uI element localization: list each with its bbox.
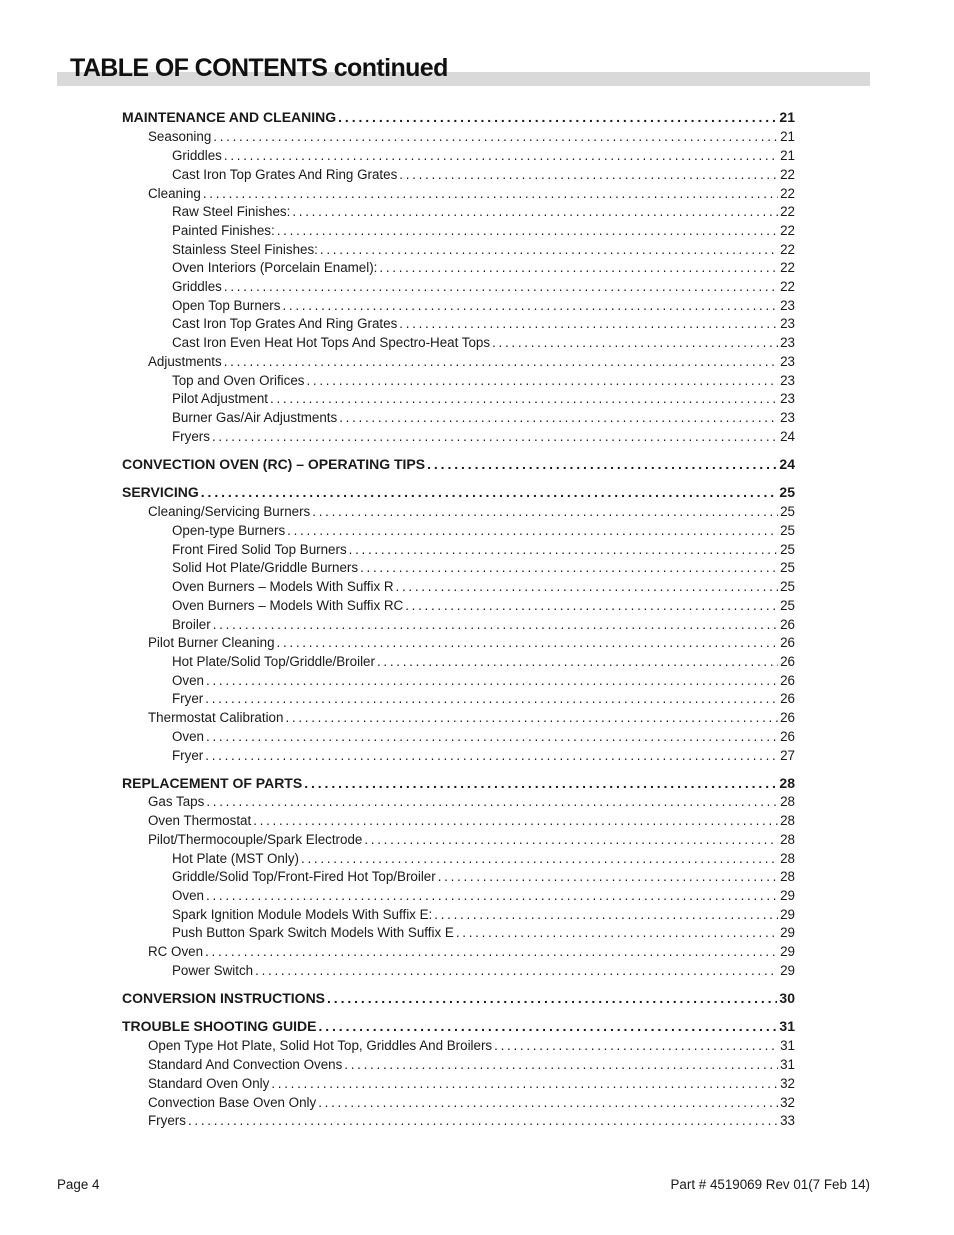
toc-entry-page: 25: [780, 579, 795, 594]
toc-entry-page: 27: [780, 748, 795, 763]
toc-entry[interactable]: [172, 540, 795, 559]
toc-entry-page: 21: [780, 148, 795, 163]
toc-leader-dots: [492, 333, 778, 352]
toc-entry-page: 25: [780, 598, 795, 613]
toc-entry-page: 26: [780, 729, 795, 744]
toc-entry[interactable]: [172, 849, 795, 868]
toc-entry-page: 23: [780, 354, 795, 369]
toc-entry[interactable]: [148, 811, 795, 830]
toc-leader-dots: [277, 633, 779, 652]
toc-entry-page: 31: [780, 1057, 795, 1072]
toc-entry-label: Cast Iron Top Grates And Ring Grates: [172, 167, 398, 182]
toc-leader-dots: [494, 1036, 778, 1055]
toc-entry-page: 26: [780, 691, 795, 706]
toc-entry[interactable]: [172, 558, 795, 577]
toc-entry-label: Hot Plate (MST Only): [172, 851, 299, 866]
toc-entry-label: Spark Ignition Module Models With Suffix E:: [172, 907, 433, 922]
toc-entry-page: 23: [780, 335, 795, 350]
toc-leader-dots: [405, 596, 778, 615]
toc-entry-page: 32: [780, 1076, 795, 1091]
toc-entry-label: Cast Iron Even Heat Hot Tops And Spectro-Heat Tops: [172, 335, 491, 350]
toc-entry-label: Fryer: [172, 748, 204, 763]
toc-leader-dots: [277, 221, 778, 240]
toc-entry-page: 21: [779, 109, 795, 125]
toc-entry[interactable]: [122, 989, 795, 1008]
toc-leader-dots: [327, 989, 777, 1008]
toc-entry-page: 26: [780, 654, 795, 669]
toc-entry[interactable]: [148, 502, 795, 521]
toc-entry[interactable]: [172, 371, 795, 390]
toc-leader-dots: [206, 671, 778, 690]
toc-entry-label: Power Switch: [172, 963, 254, 978]
toc-leader-dots: [377, 652, 778, 671]
toc-entry-page: 26: [780, 673, 795, 688]
toc-entry[interactable]: [172, 277, 795, 296]
toc-entry[interactable]: [172, 314, 795, 333]
toc-entry-label: Front Fired Solid Top Burners: [172, 542, 347, 557]
toc-entry-page: 25: [779, 484, 795, 500]
toc-entry-label: Seasoning: [148, 129, 212, 144]
toc-leader-dots: [306, 371, 778, 390]
toc-entry-label: REPLACEMENT OF PARTS: [122, 775, 303, 791]
toc-entry[interactable]: [122, 108, 795, 127]
toc-entry-page: 25: [780, 504, 795, 519]
toc-entry[interactable]: [172, 427, 795, 446]
toc-leader-dots: [205, 689, 778, 708]
toc-entry-label: Griddles: [172, 148, 222, 163]
toc-leader-dots: [396, 577, 779, 596]
toc-entry-page: 22: [780, 260, 795, 275]
toc-entry[interactable]: [172, 615, 795, 634]
toc-entry-label: Thermostat Calibration: [148, 710, 284, 725]
toc-entry-label: Griddle/Solid Top/Front-Fired Hot Top/Broiler: [172, 869, 436, 884]
toc-entry-page: 26: [780, 635, 795, 650]
toc-entry-page: 22: [780, 186, 795, 201]
toc-entry-label: Push Button Spark Switch Models With Suffix E: [172, 925, 454, 940]
toc-entry[interactable]: [172, 905, 795, 924]
toc-entry-page: 26: [780, 710, 795, 725]
toc-entry-page: 23: [780, 298, 795, 313]
toc-entry-label: Open Top Burners: [172, 298, 281, 313]
toc-entry[interactable]: [172, 146, 795, 165]
toc-entry-label: Adjustments: [148, 354, 222, 369]
toc-entry-label: Oven: [172, 673, 205, 688]
toc-entry-page: 28: [779, 775, 795, 791]
toc-leader-dots: [349, 540, 778, 559]
toc-entry-label: Convection Base Oven Only: [148, 1095, 317, 1110]
toc-leader-dots: [253, 811, 778, 830]
toc-entry-page: 32: [780, 1095, 795, 1110]
toc-entry-label: Standard Oven Only: [148, 1076, 270, 1091]
toc-entry-label: Oven Interiors (Porcelain Enamel):: [172, 260, 378, 275]
toc-entry[interactable]: [172, 689, 795, 708]
toc-entry-page: 33: [780, 1113, 795, 1128]
toc-entry-label: Painted Finishes:: [172, 223, 275, 238]
toc-leader-dots: [255, 961, 778, 980]
toc-entry-label: Open Type Hot Plate, Solid Hot Top, Griddles And Broilers: [148, 1038, 493, 1053]
toc-leader-dots: [205, 942, 778, 961]
toc-entry-label: MAINTENANCE AND CLEANING: [122, 109, 337, 125]
toc-leader-dots: [320, 240, 778, 259]
toc-entry-label: Hot Plate/Solid Top/Griddle/Broiler: [172, 654, 375, 669]
toc-entry-label: Cleaning: [148, 186, 201, 201]
toc-entry-label: Cast Iron Top Grates And Ring Grates: [172, 316, 398, 331]
toc-entry[interactable]: [172, 202, 795, 221]
toc-entry-page: 31: [779, 1018, 795, 1034]
toc-entry-label: Oven Thermostat: [148, 813, 252, 828]
toc-entry[interactable]: [172, 240, 795, 259]
toc-entry[interactable]: [172, 727, 795, 746]
toc-entry[interactable]: [148, 942, 795, 961]
toc-entry[interactable]: [148, 184, 795, 203]
toc-entry-page: 22: [780, 279, 795, 294]
toc-entry-label: Raw Steel Finishes:: [172, 204, 291, 219]
toc-leader-dots: [203, 184, 778, 203]
toc-entry[interactable]: [172, 596, 795, 615]
toc-leader-dots: [304, 774, 777, 793]
toc-entry[interactable]: [172, 389, 795, 408]
toc-leader-dots: [201, 483, 778, 502]
toc-entry[interactable]: [148, 792, 795, 811]
toc-entry[interactable]: [148, 1074, 795, 1093]
toc-entry[interactable]: [172, 165, 795, 184]
toc-entry-label: Top and Oven Orifices: [172, 373, 305, 388]
toc-entry[interactable]: [172, 221, 795, 240]
toc-entry-page: 26: [780, 617, 795, 632]
toc-entry[interactable]: [148, 1093, 795, 1112]
toc-leader-dots: [188, 1111, 778, 1130]
toc-leader-dots: [427, 455, 777, 474]
toc-entry[interactable]: [148, 830, 795, 849]
toc-entry-page: 25: [780, 523, 795, 538]
toc-entry[interactable]: [172, 521, 795, 540]
toc-entry-page: 31: [780, 1038, 795, 1053]
toc-entry-label: Solid Hot Plate/Griddle Burners: [172, 560, 359, 575]
toc-entry-page: 22: [780, 167, 795, 182]
toc-entry-page: 29: [780, 963, 795, 978]
toc-entry-page: 21: [780, 129, 795, 144]
toc-entry-label: Standard And Convection Ovens: [148, 1057, 343, 1072]
toc-entry[interactable]: [172, 408, 795, 427]
toc-entry[interactable]: [172, 923, 795, 942]
toc-entry[interactable]: [172, 258, 795, 277]
toc-entry-page: 28: [780, 832, 795, 847]
toc-leader-dots: [224, 352, 778, 371]
toc-entry-page: 23: [780, 316, 795, 331]
toc-entry-label: Stainless Steel Finishes:: [172, 242, 318, 257]
toc-entry-page: 25: [780, 542, 795, 557]
toc-entry[interactable]: [148, 352, 795, 371]
toc-leader-dots: [213, 127, 778, 146]
toc-leader-dots: [301, 849, 778, 868]
toc-entry-label: SERVICING: [122, 484, 199, 500]
toc-entry-label: Griddles: [172, 279, 222, 294]
toc-leader-dots: [438, 867, 778, 886]
toc-leader-dots: [338, 108, 777, 127]
toc-entry[interactable]: [148, 1111, 795, 1130]
toc-entry[interactable]: [172, 652, 795, 671]
toc-entry-label: Gas Taps: [148, 794, 205, 809]
toc-entry-page: 30: [779, 990, 795, 1006]
toc-entry[interactable]: [148, 127, 795, 146]
toc-entry[interactable]: [122, 774, 795, 793]
toc-entry-page: 28: [780, 851, 795, 866]
toc-entry[interactable]: [148, 708, 795, 727]
toc-entry[interactable]: [122, 455, 795, 474]
toc-entry-page: 22: [780, 223, 795, 238]
toc-leader-dots: [312, 502, 778, 521]
toc-entry-label: Open-type Burners: [172, 523, 286, 538]
toc-entry-page: 28: [780, 794, 795, 809]
toc-leader-dots: [399, 314, 778, 333]
toc-entry-page: 29: [780, 907, 795, 922]
toc-entry-label: Oven: [172, 888, 205, 903]
footer-page-number: Page 4: [57, 1177, 100, 1192]
toc-entry-label: Oven: [172, 729, 205, 744]
toc-leader-dots: [318, 1017, 777, 1036]
toc-leader-dots: [206, 886, 778, 905]
toc-entry[interactable]: [172, 671, 795, 690]
toc-entry[interactable]: [148, 633, 795, 652]
toc-entry-page: 23: [780, 391, 795, 406]
toc-leader-dots: [379, 258, 778, 277]
toc-entry-page: 29: [780, 888, 795, 903]
toc-entry-label: Fryer: [172, 691, 204, 706]
toc-entry-page: 28: [780, 869, 795, 884]
toc-entry-label: CONVERSION INSTRUCTIONS: [122, 990, 326, 1006]
toc-entry-label: Broiler: [172, 617, 211, 632]
toc-entry-page: 29: [780, 944, 795, 959]
toc-entry[interactable]: [122, 1017, 795, 1036]
toc-entry[interactable]: [172, 296, 795, 315]
toc-entry[interactable]: [122, 483, 795, 502]
toc-leader-dots: [360, 558, 778, 577]
toc-leader-dots: [399, 165, 778, 184]
toc-entry-label: RC Oven: [148, 944, 204, 959]
toc-leader-dots: [205, 746, 778, 765]
toc-leader-dots: [212, 427, 778, 446]
toc-entry-label: Oven Burners – Models With Suffix RC: [172, 598, 404, 613]
toc-entry-page: 23: [780, 410, 795, 425]
toc-leader-dots: [318, 1093, 778, 1112]
toc-leader-dots: [270, 389, 778, 408]
toc-entry-label: Pilot Burner Cleaning: [148, 635, 275, 650]
toc-leader-dots: [285, 708, 778, 727]
toc-entry[interactable]: [172, 867, 795, 886]
toc-leader-dots: [287, 521, 778, 540]
toc-leader-dots: [344, 1055, 778, 1074]
toc-leader-dots: [339, 408, 778, 427]
toc-entry[interactable]: [172, 333, 795, 352]
toc-leader-dots: [206, 727, 778, 746]
toc-leader-dots: [206, 792, 778, 811]
toc-leader-dots: [456, 923, 778, 942]
toc-entry-page: 25: [780, 560, 795, 575]
toc-entry-page: 23: [780, 373, 795, 388]
toc-entry[interactable]: [172, 961, 795, 980]
toc-entry-label: CONVECTION OVEN (RC) – OPERATING TIPS: [122, 456, 426, 472]
toc-leader-dots: [292, 202, 778, 221]
page-title: TABLE OF CONTENTS continued: [70, 54, 448, 82]
toc-entry-label: Cleaning/Servicing Burners: [148, 504, 311, 519]
toc-entry[interactable]: [172, 746, 795, 765]
toc-entry-page: 28: [780, 813, 795, 828]
toc-leader-dots: [213, 615, 778, 634]
toc-leader-dots: [364, 830, 778, 849]
toc-entry-label: TROUBLE SHOOTING GUIDE: [122, 1018, 317, 1034]
toc-entry[interactable]: [172, 577, 795, 596]
toc-entry[interactable]: [148, 1055, 795, 1074]
toc-entry-page: 24: [780, 429, 795, 444]
toc-entry[interactable]: [172, 886, 795, 905]
toc-entry-label: Fryers: [148, 1113, 186, 1128]
toc-entry-label: Burner Gas/Air Adjustments: [172, 410, 338, 425]
toc-leader-dots: [224, 146, 778, 165]
toc-leader-dots: [282, 296, 778, 315]
toc-entry-label: Pilot Adjustment: [172, 391, 269, 406]
toc-entry-label: Oven Burners – Models With Suffix R: [172, 579, 394, 594]
toc-entry-page: 24: [779, 456, 795, 472]
toc-entry[interactable]: [148, 1036, 795, 1055]
footer-part-number: Part # 4519069 Rev 01(7 Feb 14): [670, 1177, 870, 1192]
toc-entry-page: 22: [780, 242, 795, 257]
toc-entry-label: Fryers: [172, 429, 210, 444]
toc-entry-page: 29: [780, 925, 795, 940]
toc-entry-label: Pilot/Thermocouple/Spark Electrode: [148, 832, 363, 847]
toc-entry-page: 22: [780, 204, 795, 219]
toc-leader-dots: [271, 1074, 778, 1093]
toc-leader-dots: [224, 277, 778, 296]
toc-leader-dots: [434, 905, 778, 924]
